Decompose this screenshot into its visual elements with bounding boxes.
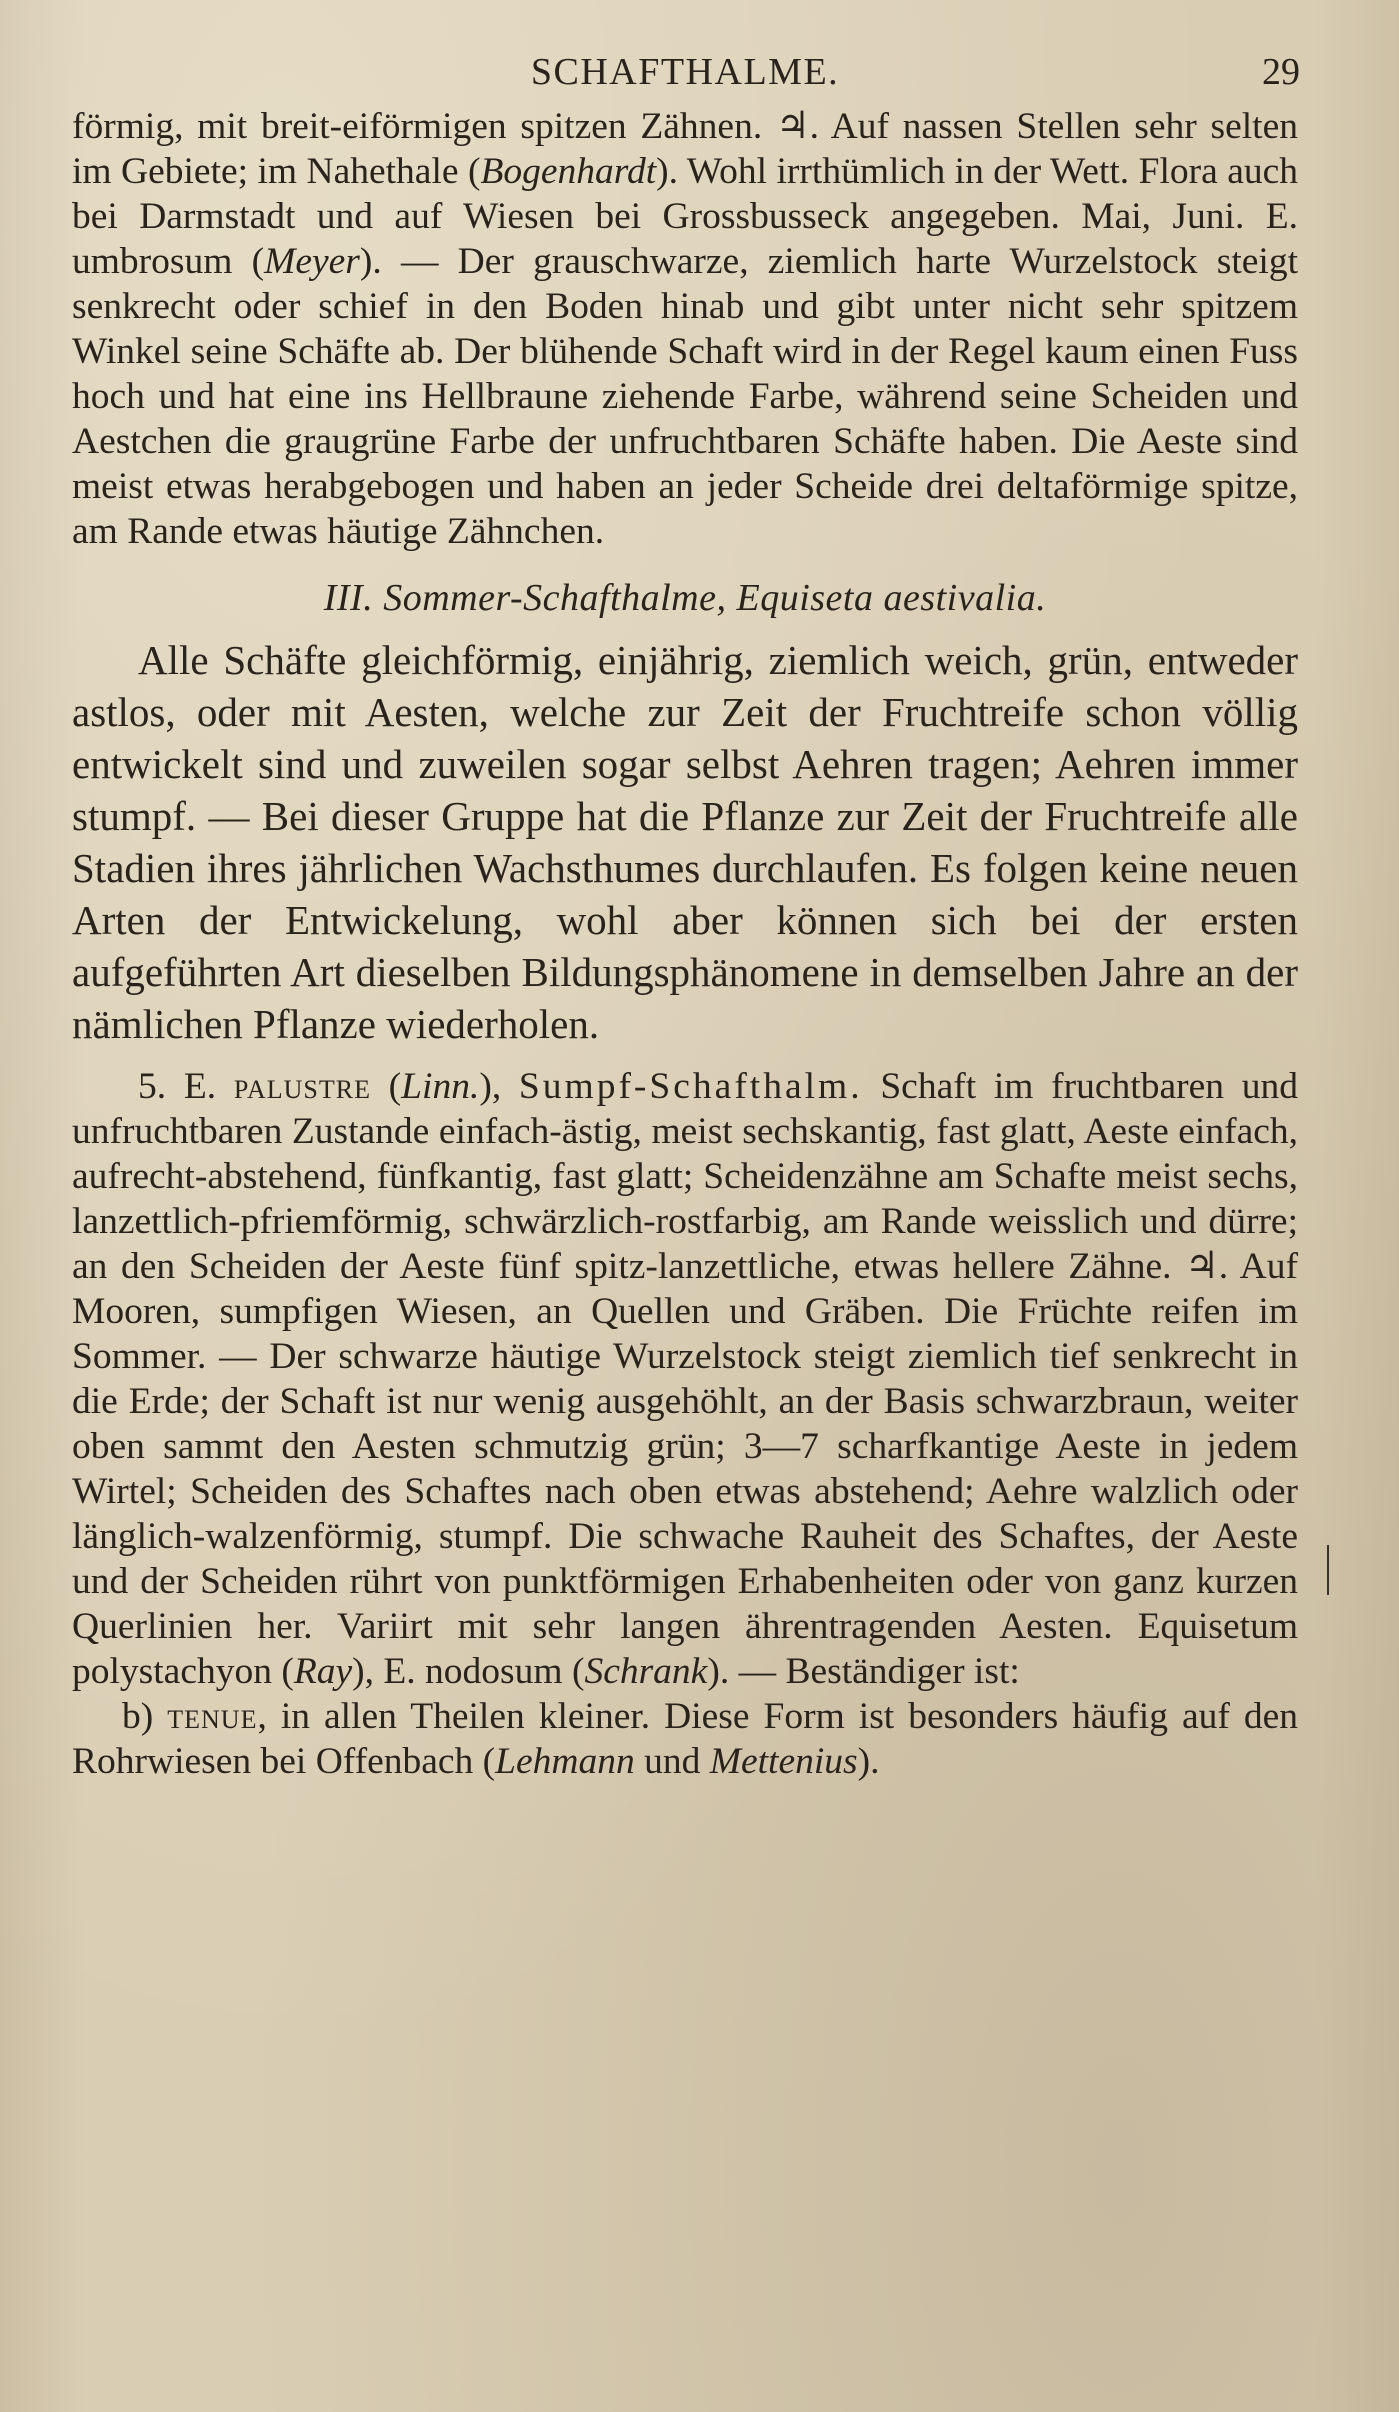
text-run: förmig, mit breit-eiförmigen spitzen Zähnen. ♃. Auf nassen Stellen sehr selten im Gebiete; im Nahethale ( <box>72 106 1298 192</box>
variety-name: tenue <box>167 1696 258 1737</box>
book-page <box>72 50 1298 1784</box>
citation-author: Meyer <box>264 241 360 282</box>
margin-mark <box>1327 1545 1329 1595</box>
variety-label: b) <box>122 1696 154 1737</box>
paragraph-continuation <box>72 104 1298 554</box>
citation-author: Mettenius <box>709 1741 858 1782</box>
group-description: Alle Schäfte gleichförmig, einjährig, ziemlich weich, grün, entweder astlos, oder mit Aesten, welche zur Zeit der Fruchtreife schon völlig entwickelt sind und zuweilen sogar selbst Aehren tragen; Aehren immer stumpf. — Bei dieser Gruppe hat die Pflanze zur Zeit der Fruchtreife alle Stadien ihres jährlichen Wachsthumes durchlaufen. Es folgen keine neuen Arten der Entwickelung, wohl aber können sich bei der ersten aufgeführten Art dieselben Bildungsphänomene in demselben Jahre an der nämlichen Pflanze wiederholen. <box>72 637 1298 1047</box>
running-title: SCHAFTHALME. <box>530 51 840 93</box>
text-run: Schaft im fruchtbaren und unfruchtbaren Zustande einfach-ästig, meist sechskantig, fast glatt, Aeste einfach, aufrecht-abstehend, fünfkantig, fast glatt; Scheidenzähne am Schafte meist sechs, lanzettlich-pfriemförmig, schwärzlich-rostfarbig, am Rande weisslich und dürre; an den Scheiden der Aeste fünf spitz-lanzettliche, etwas hellere Zähne. ♃. Auf Mooren, sumpfigen Wiesen, an Quellen und Gräben. Die Früchte reifen im Sommer. — Der schwarze häutige Wurzelstock steigt ziemlich tief senkrecht in die Erde; der Schaft ist nur wenig ausgehöhlt, an der Basis schwarzbraun, weiter oben sammt den Aesten schmutzig grün; 3—7 scharfkantige Aeste in jedem Wirtel; Scheiden des Schaftes nach oben etwas abstehend; Aehre walzlich oder länglich-walzenförmig, stumpf. Die schwache Rauheit des Schaftes, der Aeste und der Scheiden rührt von punktförmigen Erhabenheiten oder von ganz kurzen Querlinien her. Variirt mit sehr langen ährentragenden Aesten. Equisetum polystachyon ( <box>72 1066 1298 1692</box>
section-heading: III. Sommer-Schafthalme, Equiseta aestivalia. <box>323 577 1047 619</box>
running-head <box>72 50 1298 104</box>
citation-author: Lehmann <box>495 1741 635 1782</box>
citation-author: Ray <box>293 1651 353 1692</box>
species-authority: Linn. <box>401 1066 480 1107</box>
species-name: palustre <box>233 1066 371 1107</box>
citation-author: Bogenhardt <box>480 151 657 192</box>
species-entry: 5. E. palustre (Linn.), Sumpf-Schafthalm. Schaft im fruchtbaren und unfruchtbaren Zustande einfach-ästig, meist sechskantig, fast glatt, Aeste einfach, aufrecht-abstehend, fünfkantig, fast glatt; Scheidenzähne am Schafte meist sechs, lanzettlich-pfriemförmig, schwärzlich-rostfarbig, am Rande weisslich und dürre; an den Scheiden der Aeste fünf spitz-lanzettliche, etwas hellere Zähne. ♃. Auf Mooren, sumpfigen Wiesen, an Quellen und Gräben. Die Früchte reifen im Sommer. — Der schwarze häutige Wurzelstock steigt ziemlich tief senkrecht in die Erde; der Schaft ist nur wenig ausgehöhlt, an der Basis schwarzbraun, weiter oben sammt den Aesten schmutzig grün; 3—7 scharfkantige Aeste in jedem Wirtel; Scheiden des Schaftes nach oben etwas abstehend; Aehre walzlich oder länglich-walzenförmig, stumpf. Die schwache Rauheit des Schaftes, der Aeste und der Scheiden rührt von punktförmigen Erhabenheiten oder von ganz kurzen Querlinien her. Variirt mit sehr langen ährentragenden Aesten. Equisetum polystachyon (Ray), E. nodosum (Schrank). — Beständiger ist: <box>72 1066 1298 1692</box>
text-run: ). <box>857 1741 880 1782</box>
text-run: ), E. nodosum ( <box>352 1651 585 1692</box>
text-run: ). Wohl irrthümlich in der Wett. Flora auch bei Darmstadt und auf Wiesen bei Grossbusseck angegeben. Mai, Juni. E. umbrosum ( <box>72 151 1298 282</box>
text-run: ). — Der grauschwarze, ziemlich harte Wurzelstock steigt senkrecht oder schief in den Boden hinab und gibt unter nicht sehr spitzem Winkel seine Schäfte ab. Der blühende Schaft wird in der Regel kaum einen Fuss hoch und hat eine ins Hellbraune ziehende Farbe, während seine Scheiden und Aestchen die graugrüne Farbe der unfruchtbaren Schäfte haben. Die Aeste sind meist etwas herabgebogen und haben an jeder Scheide drei deltaförmige spitze, am Rande etwas häutige Zähnchen. <box>72 241 1298 552</box>
variety-entry <box>72 1694 1298 1784</box>
common-name: Sumpf-Schafthalm. <box>518 1066 863 1107</box>
species-number: 5. E. <box>138 1066 217 1107</box>
text-run: und <box>634 1741 710 1782</box>
page-number: 29 <box>1262 51 1300 93</box>
text-run: ). — Beständiger ist: <box>707 1651 1020 1692</box>
citation-author: Schrank <box>584 1651 708 1692</box>
text-run: , in allen Theilen kleiner. Diese Form ist besonders häufig auf den Rohrwiesen bei Offenbach ( <box>72 1696 1298 1782</box>
